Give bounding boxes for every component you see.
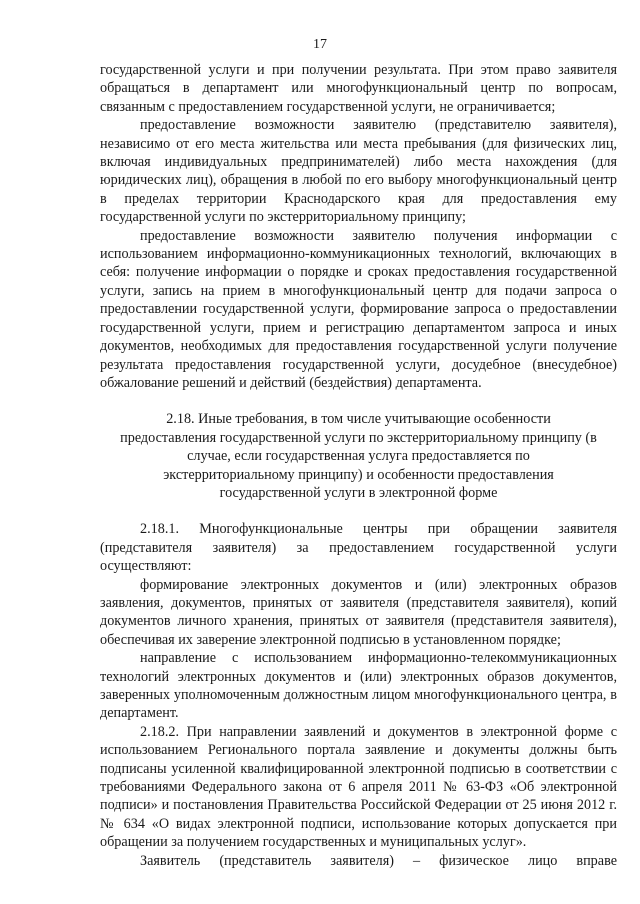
document-body <box>100 61 617 870</box>
paragraph: государственной услуги и при получении результата. При этом право заявителя обращаться в департамент или многофункциональный центр по вопросам, связанным с предоставлением государственной услуги, не ограничивается; <box>100 62 617 115</box>
section-heading: 2.18. Иные требования, в том числе учитывающие особенности предоставления государственной услуги по экстерриториальному принципу (в случае, если государственная услуга предоставляется по экстерриториальному принципу) и особенности предоставления государственной услуги в электронной форме <box>120 411 597 501</box>
page-number: 17 <box>313 37 327 52</box>
paragraph: Заявитель (представитель заявителя) – физическое лицо вправе <box>140 852 617 869</box>
paragraph: предоставление возможности заявителю (представителю заявителя), независимо от его места жительства или места пребывания (для физических лиц, включая индивидуальных предпринимателей) либо места нахождения (для юридических лиц), обращения в любой по его выбору многофункциональный центр в пределах территории Краснодарского края для предоставления ему государственной услуги по экстерриториальному принципу; <box>100 117 617 226</box>
paragraph: предоставление возможности заявителю получения информации с использованием информационно-коммуникационных технологий, включающих в себя: получение информации о порядке и сроках предоставления государственной услуги, запись на прием в многофункциональный центр для подачи запроса о предоставлении государственной услуги, формирование запроса о предоставлении государственной услуги, прием и регистрацию департаментом запроса и иных документов, необходимых для предоставления государственной услуги получение результата предоставления государственной услуги, досудебное (внесудебное) обжалование решений и действий (бездействия) департамента. <box>100 227 617 391</box>
spacer <box>100 392 617 410</box>
paragraph: направление с использованием информационно-телекоммуникационных технологий электронных документов и (или) электронных образов документов, заверенных уполномоченным должностным лицом многофункционального центра, в департамент. <box>100 650 617 722</box>
paragraph: 2.18.2. При направлении заявлений и документов в электронной форме с использованием Регионального портала заявление и документы должны быть подписаны усиленной квалифицированной электронной подписью в соответствии с требованиями Федерального закона от 6 апреля 2011 № 63-ФЗ «Об электронной подписи» и постановления Правительства Российской Федерации от 25 июня 2012 г. № 634 «О видах электронной подписи, использование которых допускается при обращении за получением государственных и муниципальных услуг». <box>100 723 617 851</box>
spacer <box>100 502 617 520</box>
paragraph: формирование электронных документов и (или) электронных образов заявления, документов, принятых от заявителя (представителя заявителя), копий документов личного хранения, принятых от заявителя (представителя заявителя), обеспечивая их заверение электронной подписью в установленном порядке; <box>100 576 617 648</box>
paragraph: 2.18.1. Многофункциональные центры при обращении заявителя (представителя заявителя) за предоставлением государственной услуги осуществляют: <box>100 521 617 575</box>
